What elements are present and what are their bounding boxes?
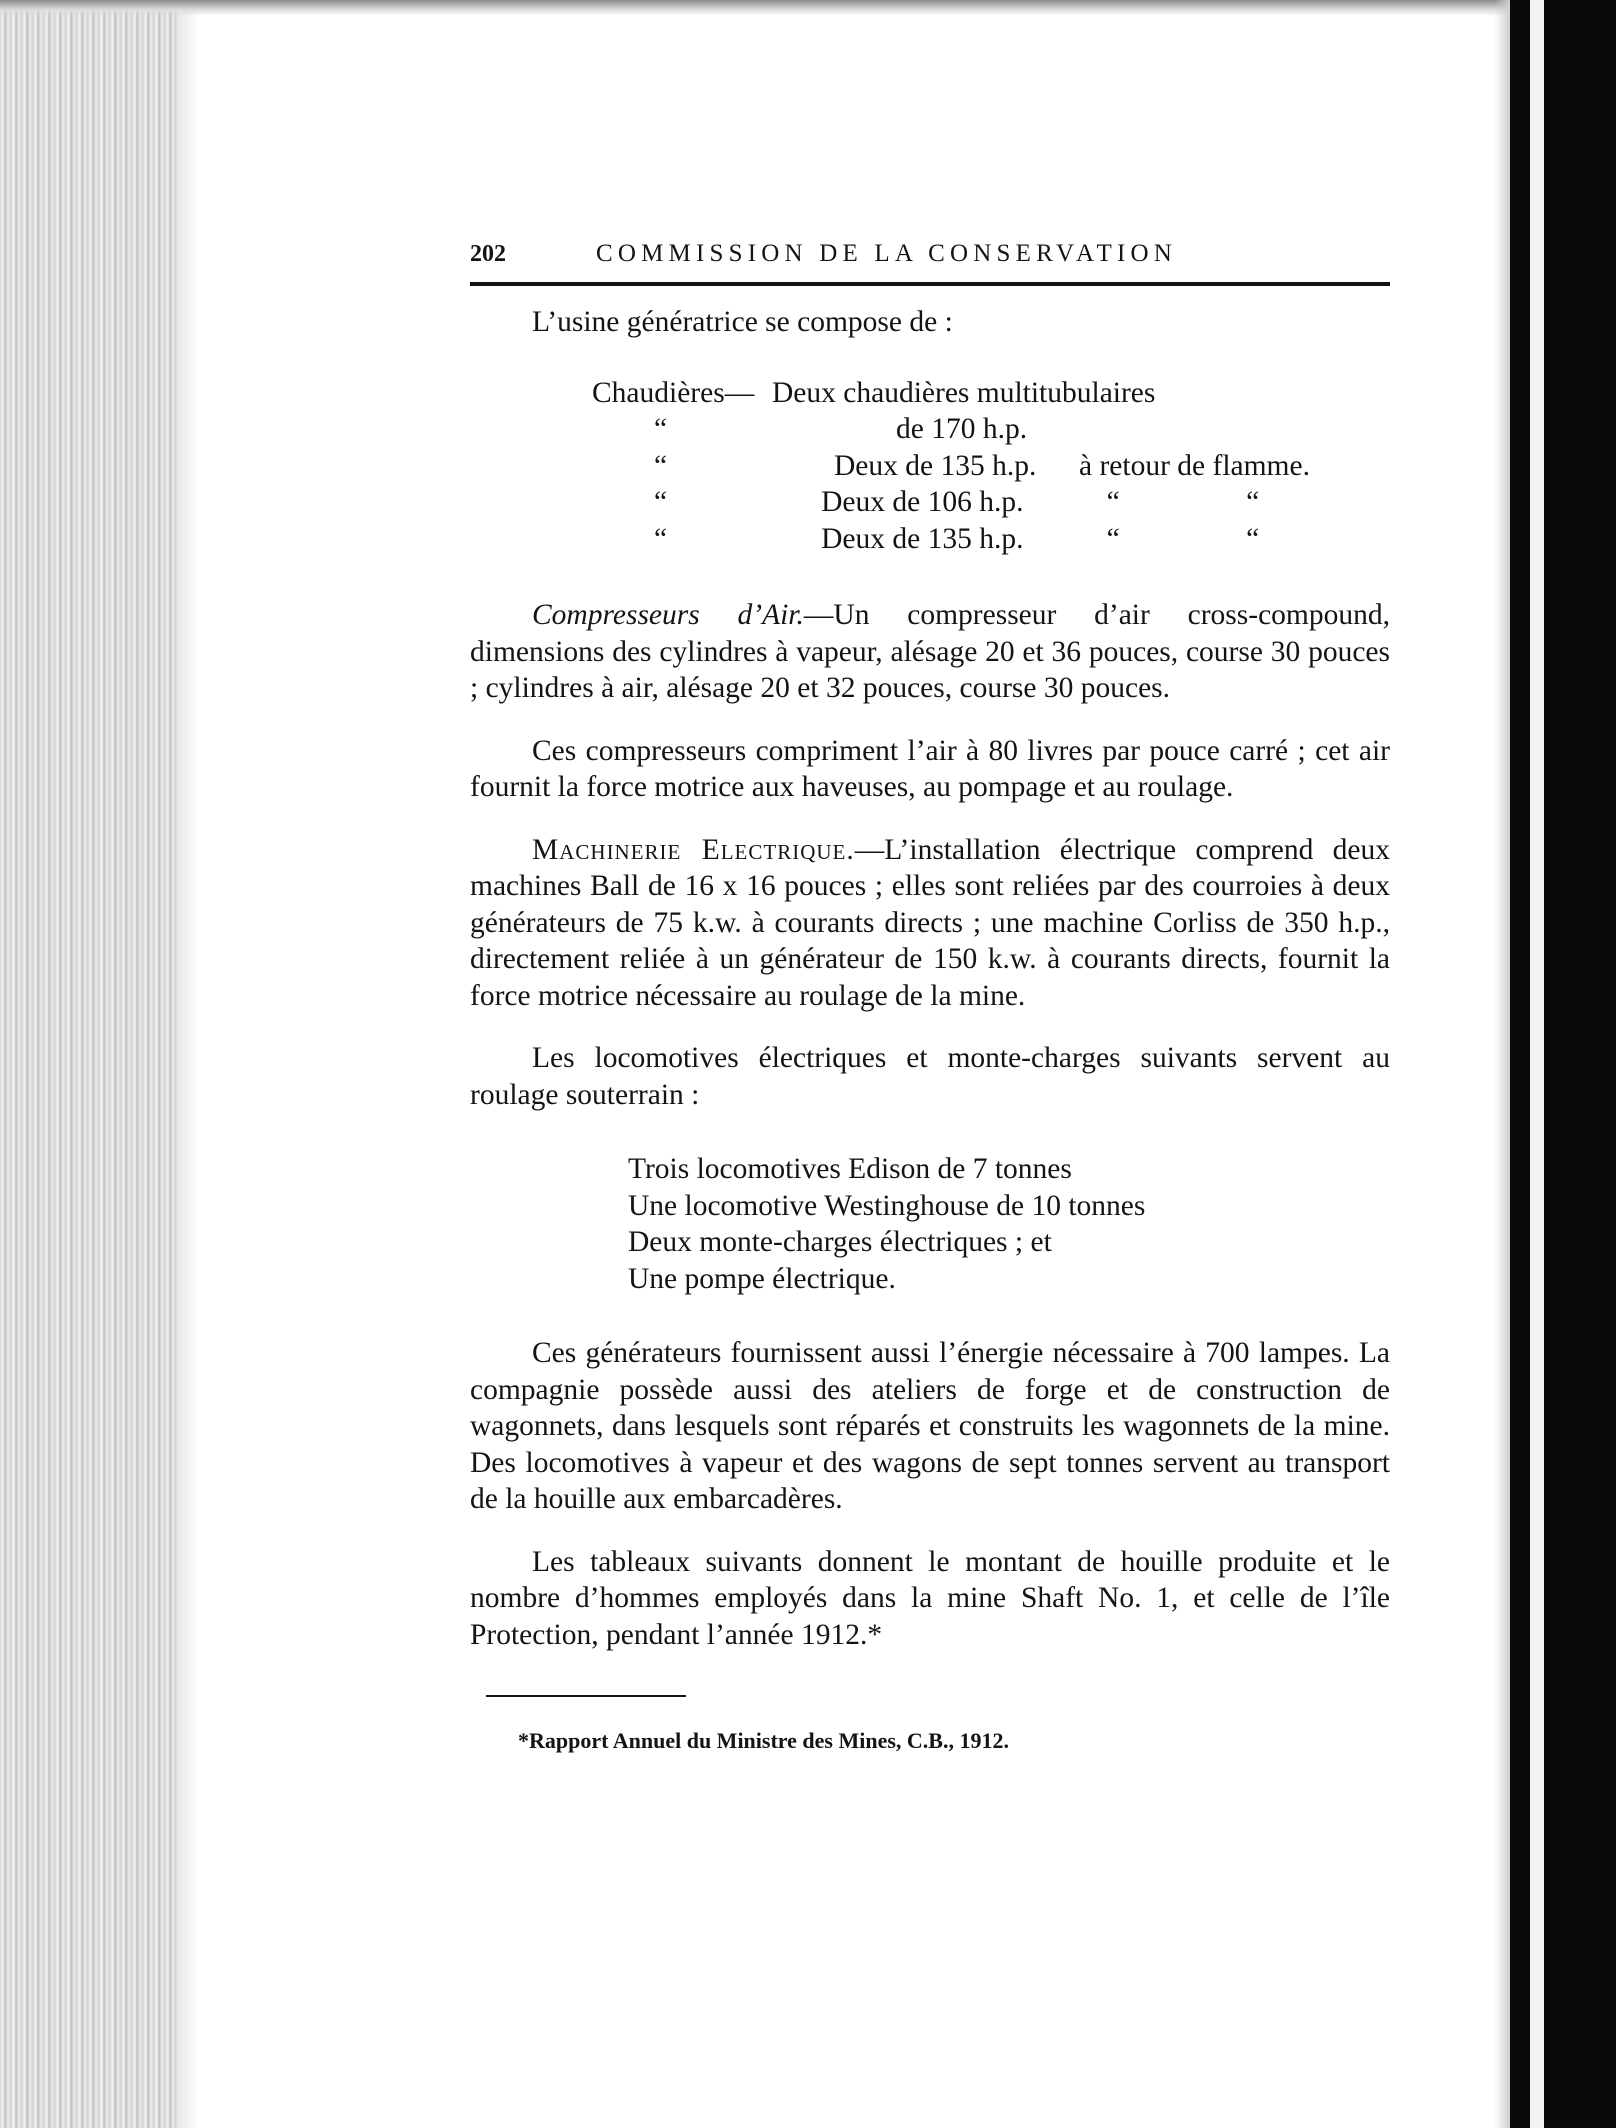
ditto-mark: “ (654, 486, 668, 518)
book-page-edge (0, 0, 200, 2128)
electrical-text: —L’installation électrique comprend deux machines Ball de 16 x 16 pouces ; elles sont reliées par des courroies à deux générateurs de 75 k.w. à courants directs ; une machine Corliss de 350 h.p., directement reliée à un générateur de 150 k.w. à courants directs, fournit la force motrice nécessaire au roulage de la mine. (470, 833, 1390, 1012)
ditto-mark: “ (654, 522, 668, 555)
equipment-item: Trois locomotives Edison de 7 tonnes (628, 1153, 1072, 1185)
compressors-paragraph (470, 597, 1390, 707)
boiler-row (592, 484, 1390, 521)
boiler-row (592, 375, 1390, 412)
boiler-desc: de 170 h.p. (896, 413, 1028, 445)
page-number: 202 (470, 241, 506, 267)
top-shadow (0, 0, 1616, 16)
intro-paragraph: L’usine génératrice se compose de : (532, 306, 953, 338)
footnote-rule (486, 1695, 686, 1697)
boiler-note: à retour de flamme. (1079, 449, 1310, 482)
ditto-mark: “ (654, 413, 668, 445)
boiler-label: Chaudières— (592, 376, 755, 409)
ditto-mark: “ (1106, 486, 1120, 518)
equipment-item: Deux monte-charges électriques ; et (628, 1226, 1052, 1258)
tables-intro-paragraph: Les tableaux suivants donnent le montant de houille produite et le nombre d’hommes employés dans la mine Shaft No. 1, et celle de l’île Protection, pendant l’année 1912.* (470, 1545, 1390, 1651)
footnote: *Rapport Annuel du Ministre des Mines, C.B., 1912. (518, 1728, 1009, 1753)
boiler-row (592, 521, 1390, 558)
ditto-mark: “ (1246, 522, 1260, 555)
equipment-item: Une locomotive Westinghouse de 10 tonnes (628, 1189, 1146, 1222)
locomotives-paragraph: Les locomotives électriques et monte-charges suivants servent au roulage souterrain : (470, 1042, 1390, 1111)
ditto-mark: “ (654, 449, 668, 482)
book-right-edge (1510, 0, 1616, 2128)
running-head-title: COMMISSION DE LA CONSERVATION (596, 240, 1178, 267)
ditto-mark: “ (1106, 522, 1120, 555)
boiler-row (592, 448, 1390, 485)
boiler-desc: Deux de 106 h.p. (821, 486, 1024, 518)
boiler-row (592, 411, 1390, 448)
equipment-item: Une pompe électrique. (628, 1262, 896, 1295)
electrical-paragraph (470, 832, 1390, 1015)
boiler-desc: Deux de 135 h.p. (821, 522, 1024, 555)
compressors-text: —Un compresseur d’air cross-compound, dimensions des cylindres à vapeur, alésage 20 et 36 pouces, course 30 pouces ; cylindres à air, alésage 20 et 32 pouces, course 30 pouces. (470, 599, 1390, 704)
boiler-desc: Deux chaudières multitubulaires (772, 376, 1156, 409)
boiler-desc: Deux de 135 h.p. (834, 449, 1037, 482)
compressors-heading: Compresseurs d’Air. (532, 599, 804, 631)
generators-paragraph: Ces générateurs fournissent aussi l’énergie nécessaire à 700 lampes. La compagnie possède aussi des ateliers de forge et de construction de wagonnets, dans lesquels sont réparés et construits les wagonnets de la mine. Des locomotives à vapeur et des wagons de sept tonnes servent au transport de la houille aux embarcadères. (470, 1337, 1390, 1515)
equipment-list (628, 1151, 1390, 1297)
compressors-use-paragraph: Ces compresseurs compriment l’air à 80 livres par pouce carré ; cet air fournit la force motrice aux haveuses, au pompage et au roulage. (470, 734, 1390, 803)
boiler-list (592, 375, 1390, 558)
electrical-heading: Machinerie Electrique. (532, 833, 855, 866)
running-head (470, 236, 1390, 286)
book-page (470, 236, 1390, 1760)
ditto-mark: “ (1246, 486, 1260, 518)
